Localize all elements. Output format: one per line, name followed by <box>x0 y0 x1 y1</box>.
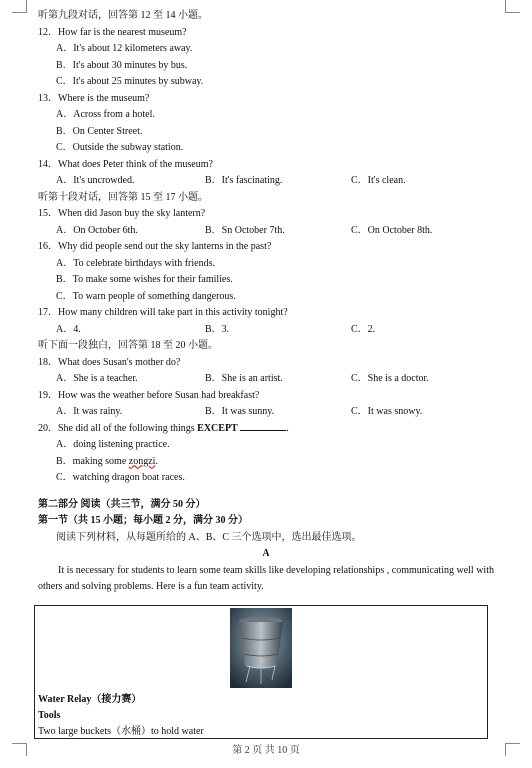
option: A．doing listening practice. <box>56 439 170 450</box>
option: A．It's uncrowded. <box>56 175 135 186</box>
option: B．It was sunny. <box>205 406 275 417</box>
question-19: 19．How was the weather before Susan had breakfast? <box>38 389 260 401</box>
question-17: 17．How many children will take part in this activity tonight? <box>38 307 288 318</box>
answer-blank <box>240 421 286 431</box>
option: A．She is a teacher. <box>56 373 138 384</box>
page-footer: 第 2 页 共 10 页 <box>232 745 300 756</box>
question-14: 14．What does Peter think of the museum? <box>38 158 213 170</box>
question-16: 16．Why did people send out the sky lanterns in the past? <box>38 241 272 252</box>
option-row <box>38 371 494 388</box>
option: A．It's about 12 kilometers away. <box>56 43 193 54</box>
option: A．On October 6th. <box>56 224 138 236</box>
spellcheck-word: zongzi <box>128 455 156 467</box>
passage-letter: A <box>262 548 270 559</box>
option: C．2. <box>351 323 376 335</box>
option: B．3. <box>205 323 230 335</box>
option-row <box>38 223 494 240</box>
tools-label: Tools <box>38 710 61 721</box>
option: B．She is an artist. <box>205 373 283 384</box>
option: B．It's fascinating. <box>205 175 283 186</box>
question-15: 15．When did Jason buy the sky lantern? <box>38 208 206 219</box>
option: C．She is a doctor. <box>351 373 429 384</box>
option: B．making some zongzi. <box>56 455 158 467</box>
activity-title: Water Relay（接力赛） <box>38 694 142 705</box>
option: A．To celebrate birthdays with friends. <box>56 257 215 269</box>
option: C．To warn people of something dangerous. <box>56 290 236 302</box>
activity-box <box>34 605 488 739</box>
bucket-icon <box>230 608 292 688</box>
passage-intro: It is necessary for students to learn some team skills like developing relationships , communicating well with others and solving problems. Here is a fun team activity. <box>38 564 494 592</box>
question-18: 18．What does Susan's mother do? <box>38 356 181 368</box>
question-20: 20．She did all of the following things EXCEPT . <box>38 422 289 434</box>
part-title: 第二部分 阅读（共三节，满分 50 分） <box>38 498 206 510</box>
section-heading: 听第十段对话，回答第 15 至 17 小题。 <box>38 191 208 203</box>
option: C．It was snowy. <box>351 406 423 417</box>
option: B．It's about 30 minutes by bus. <box>56 59 188 71</box>
tools-line: Two large buckets（水桶）to hold water <box>38 726 204 737</box>
option: B．On Center Street. <box>56 125 143 137</box>
option: A．Across from a hotel. <box>56 109 155 120</box>
option-row <box>38 404 494 421</box>
option: C．It's clean. <box>351 175 406 186</box>
instructions: 阅读下列材料，从每题所给的 A、B、C 三个选项中，选出最佳选项。 <box>56 531 362 543</box>
question-13: 13．Where is the museum? <box>38 92 150 104</box>
crop-mark-top-right <box>505 0 520 13</box>
section-subtitle: 第一节（共 15 小题；每小题 2 分，满分 30 分） <box>38 515 248 526</box>
question-12: 12．How far is the nearest museum? <box>38 26 187 38</box>
option: B．Sn October 7th. <box>205 224 285 236</box>
section-heading: 听下面一段独白，回答第 18 至 20 小题。 <box>38 340 218 351</box>
option-row <box>38 173 494 190</box>
option: C．It's about 25 minutes by subway. <box>56 76 204 87</box>
option: C．watching dragon boat races. <box>56 472 185 483</box>
option: C．Outside the subway station. <box>56 142 184 153</box>
option: A．4. <box>56 323 81 335</box>
option: C．On October 8th. <box>351 224 433 236</box>
option: B．To make some wishes for their families. <box>56 274 233 285</box>
option: A．It was rainy. <box>56 406 123 417</box>
crop-mark-top-left <box>12 0 27 13</box>
bucket-image <box>230 608 292 688</box>
option-row <box>38 322 494 339</box>
section-heading: 听第九段对话，回答第 12 至 14 小题。 <box>38 10 208 21</box>
page-content <box>38 8 494 595</box>
